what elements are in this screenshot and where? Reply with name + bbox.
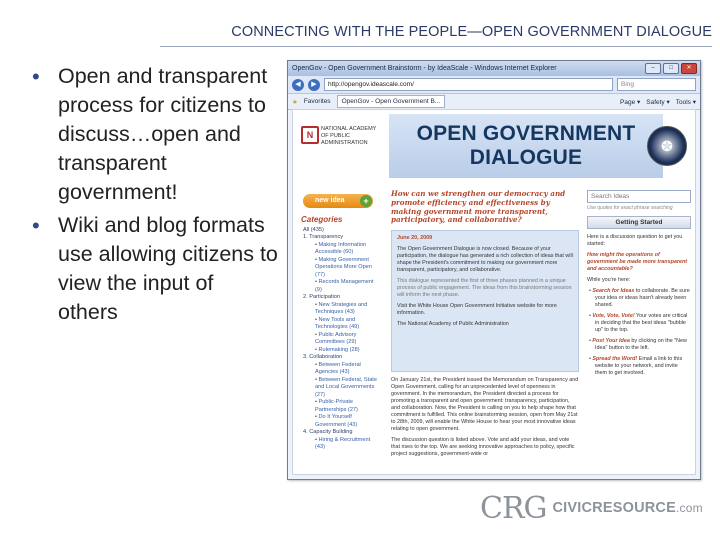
right-question: How might the operations of government be made more transparent and accountable?: [587, 252, 688, 272]
step-item: [592, 288, 691, 309]
tools-menu[interactable]: Tools ▾: [675, 98, 696, 106]
search-ideas-input[interactable]: Search Ideas: [587, 190, 691, 203]
site-banner: [293, 110, 695, 186]
site-title-box: [389, 114, 663, 178]
browser-screenshot: [287, 60, 701, 480]
academy-logo-icon: N: [301, 126, 319, 144]
step-text: Your votes are critical in deciding that the best ideas "bubble up" to the top.: [595, 313, 688, 333]
window-title: OpenGov - Open Government Brainstorm - by IdeaScale - Windows Internet Explorer: [292, 65, 557, 72]
maximize-icon[interactable]: □: [663, 63, 679, 74]
step-text: by clicking on the "New Idea" button to the left.: [595, 338, 687, 351]
right-lead: While you're here:: [587, 277, 631, 283]
step-title[interactable]: Vote, Vote, Vote!: [592, 313, 635, 319]
step-item: [592, 356, 691, 377]
academy-logo: [301, 122, 381, 166]
favorites-star-icon[interactable]: ★: [292, 98, 298, 106]
step-text: to collaborate. Be sure your idea or ideas hasn't already been shared.: [595, 288, 690, 308]
favorites-bar: [288, 94, 700, 110]
window-titlebar: [288, 61, 700, 76]
step-title[interactable]: Post Your Idea: [592, 338, 630, 344]
body-paragraph: The discussion question is listed above. Vote and add your ideas, and vote that rises to the top. We are seeking innovative approaches to policy, specific project suggestions, government-wide or: [391, 437, 575, 458]
forward-icon[interactable]: ▶: [308, 79, 320, 91]
categories-heading: Categories: [301, 215, 343, 224]
title-divider: [160, 46, 712, 47]
bullet-item: • Open and transparent process for citizens to discuss…open and transparent government!: [28, 62, 278, 207]
category-item[interactable]: • Making Government Operations More Open (77): [315, 257, 379, 280]
intro-paragraph: Visit the White House Open Government Initiative website for more information.: [397, 303, 557, 317]
right-intro: Here is a discussion question to get you started:: [587, 234, 683, 247]
url-input[interactable]: http://opengov.ideascale.com/: [324, 78, 613, 91]
category-item[interactable]: • Rulemaking (28): [315, 347, 379, 355]
browser-search-input[interactable]: Bing: [617, 78, 696, 91]
step-item: [592, 313, 691, 334]
intro-paragraph: The Open Government Dialogue is now closed. Because of your participation, the dialogue has generated a rich collection of ideas that will shape the President's commitment to making our government more transparent, participatory, and collaborative.: [397, 246, 573, 274]
category-item[interactable]: • Hiring & Recruitment (43): [315, 437, 379, 452]
getting-started-button[interactable]: Getting Started: [587, 216, 691, 229]
presidential-seal-icon: ✪: [647, 126, 687, 166]
category-item[interactable]: • New Tools and Technologies (49): [315, 317, 379, 332]
category-item[interactable]: • Public-Private Partnerships (27): [315, 399, 379, 414]
category-item[interactable]: 4. Capacity Building: [303, 429, 353, 435]
intro-box: [391, 230, 579, 372]
crg-logo-mark: CRG: [480, 490, 547, 526]
category-item[interactable]: 1. Transparency: [303, 234, 344, 240]
address-bar: [288, 76, 700, 94]
intro-date: June 20, 2009: [397, 235, 433, 242]
back-icon[interactable]: ◀: [292, 79, 304, 91]
category-item[interactable]: • New Strategies and Techniques (43): [315, 302, 379, 317]
web-page: [292, 109, 696, 475]
category-item[interactable]: • Records Management (9): [315, 279, 379, 294]
bullet-item: • Wiki and blog formats use allowing citizens to view the input of others: [28, 211, 278, 327]
close-icon[interactable]: ✕: [681, 63, 697, 74]
academy-name: NATIONAL ACADEMY OF PUBLIC ADMINISTRATION: [321, 126, 377, 146]
site-title: OPEN GOVERNMENT DIALOGUE: [416, 122, 636, 169]
category-list: [297, 227, 379, 452]
category-item[interactable]: 2. Participation: [303, 294, 341, 300]
step-text: Email a link to this website to your network, and invite them to get involved.: [595, 356, 683, 376]
step-item: [592, 338, 691, 352]
favorites-button[interactable]: Favorites: [303, 98, 331, 105]
browser-tab[interactable]: OpenGov - Open Government B...: [337, 95, 446, 108]
category-item[interactable]: • Between Federal Agencies (43): [315, 362, 379, 377]
civicresource-logo: [480, 490, 703, 526]
slide-title: CONNECTING WITH THE PEOPLE—OPEN GOVERNMENT DIALOGUE: [231, 24, 712, 40]
safety-menu[interactable]: Safety ▾: [646, 98, 670, 106]
step-title[interactable]: Search for Ideas: [592, 288, 635, 294]
category-item[interactable]: • Public Advisory Committees (29): [315, 332, 379, 347]
body-text: [391, 377, 579, 458]
discussion-question: How can we strengthen our democracy and promote efficiency and effectiveness by making government more transparent, participatory, and collaborative?: [391, 189, 566, 225]
step-title[interactable]: Spread the Word!: [592, 356, 638, 362]
search-hint: Use quotes for exact phrase searching: [587, 205, 673, 211]
intro-paragraph: The National Academy of Public Administration: [397, 321, 509, 328]
steps-list: [587, 288, 691, 377]
intro-paragraph: This dialogue represented the first of three phases planned in a unique process of public engagement. The ideas from this brainstorming session will inform the next phase.: [397, 278, 572, 299]
category-item[interactable]: • Do It Yourself Government (43): [315, 414, 379, 429]
main-column: [391, 190, 579, 474]
right-column: [587, 190, 691, 474]
plus-icon: +: [360, 195, 372, 207]
minimize-icon[interactable]: –: [645, 63, 661, 74]
category-item[interactable]: • Between Federal, State and Local Governments (27): [315, 377, 379, 400]
left-column: [297, 190, 379, 474]
body-paragraph: On January 21st, the President issued the Memorandum on Transparency and Open Government, calling for an unprecedented level of openness in government. In the memorandum, the President directed a process for promoting a transparent and open government: transparency, participation, and collaboration. Now, the President is calling on you to help shape how that commitment is fulfilled. This online brainstorming session, open from May 21st to 28th, 2009, will enable the White House to hear your most innovative ideas relating to open government.: [391, 377, 579, 433]
bullet-list: [28, 62, 278, 331]
crg-logo-text: CIVICRESOURCE.com: [552, 500, 703, 516]
category-item[interactable]: All (435): [303, 226, 324, 233]
category-item[interactable]: • Making Information Accessible (60): [315, 242, 379, 257]
page-menu[interactable]: Page ▾: [620, 98, 641, 106]
new-idea-button[interactable]: new idea +: [303, 194, 373, 208]
category-item[interactable]: 3. Collaboration: [303, 354, 343, 360]
